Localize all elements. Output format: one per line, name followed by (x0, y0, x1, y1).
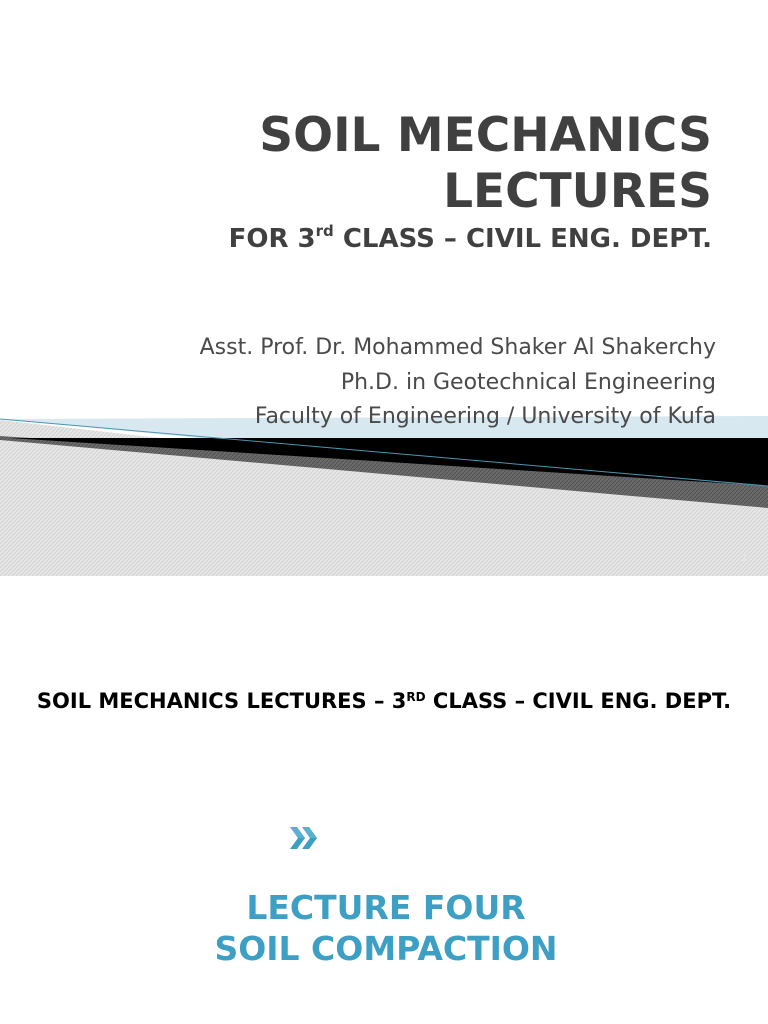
subtitle-prefix: FOR 3 (228, 224, 316, 254)
double-chevron-right-icon (288, 824, 324, 852)
lecture-number: LECTURE FOUR (246, 888, 526, 927)
author-name: Asst. Prof. Dr. Mohammed Shaker Al Shakerchy (199, 335, 716, 360)
author-block (16, 331, 716, 435)
lecture-title (0, 887, 768, 969)
author-degree: Ph.D. in Geotechnical Engineering (340, 369, 716, 395)
subtitle-suffix: CLASS – CIVIL ENG. DEPT. (333, 224, 712, 254)
title-line-1: SOIL MECHANICS (259, 108, 712, 163)
subtitle-superscript: rd (315, 222, 334, 240)
presentation-subtitle (12, 222, 712, 256)
author-affiliation: Faculty of Engineering / University of Kufa (254, 404, 716, 429)
header-superscript: RD (406, 690, 426, 704)
lecture-topic: SOIL COMPACTION (214, 929, 558, 968)
course-header (10, 686, 758, 716)
header-prefix: SOIL MECHANICS LECTURES – 3 (36, 689, 407, 713)
presentation-title (32, 108, 712, 220)
header-suffix: CLASS – CIVIL ENG. DEPT. (425, 689, 732, 713)
title-line-2: LECTURES (443, 164, 712, 219)
lecture-slide (0, 576, 768, 1024)
slide-number: 1 (741, 553, 748, 564)
